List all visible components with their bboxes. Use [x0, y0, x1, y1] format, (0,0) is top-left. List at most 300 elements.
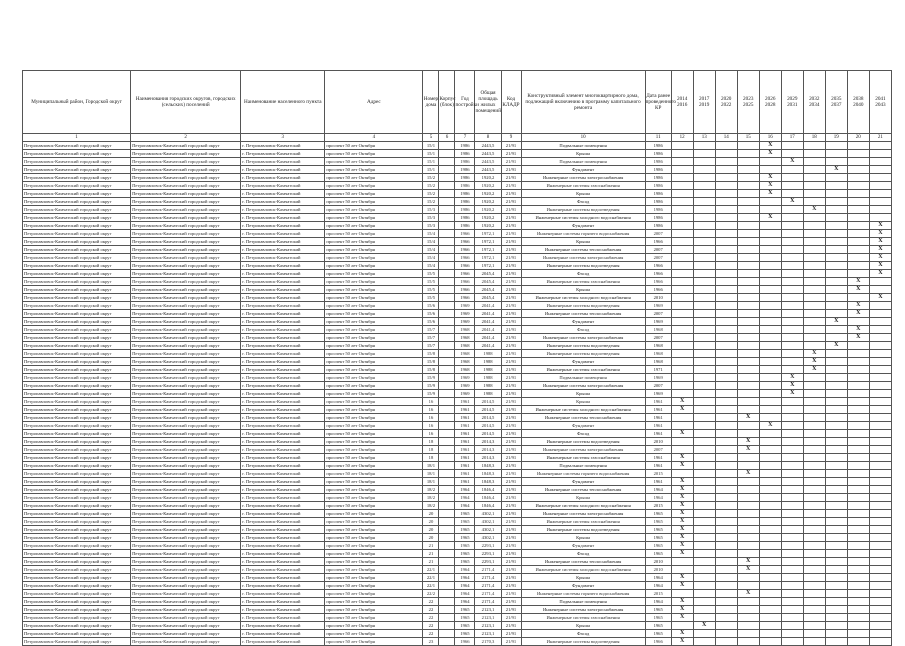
- house-cell: 18/2: [423, 486, 439, 494]
- works-cell: Инженерные системы теплоснабжения: [521, 558, 645, 566]
- locality-cell: г. Петропавловск-Камчатский: [241, 254, 325, 262]
- house-cell: 15/5: [423, 278, 439, 286]
- period-mark-cell: [781, 558, 803, 566]
- table-row: [23, 462, 892, 470]
- col-header-municipality: Муниципальный район, Городской округ: [23, 71, 131, 134]
- period-mark-cell: [671, 358, 693, 366]
- period-mark-cell: [693, 166, 715, 174]
- date-cell: 1965: [645, 622, 671, 630]
- period-mark-cell: [825, 638, 847, 646]
- period-mark-cell: X: [737, 558, 759, 566]
- period-mark-cell: [825, 190, 847, 198]
- address-cell: проспект 50 лет Октября: [325, 486, 423, 494]
- settlement-cell: Петропавловск-Камчатский городской округ: [131, 550, 241, 558]
- period-mark-cell: [671, 318, 693, 326]
- house-cell: 18: [423, 438, 439, 446]
- area-cell: 2045,4: [475, 278, 501, 286]
- period-mark-cell: [803, 486, 825, 494]
- house-cell: 15/7: [423, 326, 439, 334]
- municipality-cell: Петропавловск-Камчатский городской округ: [23, 398, 131, 406]
- period-mark-cell: [737, 462, 759, 470]
- period-mark-cell: [737, 190, 759, 198]
- date-cell: 1965: [645, 534, 671, 542]
- locality-cell: г. Петропавловск-Камчатский: [241, 478, 325, 486]
- period-mark-cell: [847, 526, 869, 534]
- period-mark-cell: X: [803, 358, 825, 366]
- period-mark-cell: [715, 390, 737, 398]
- area-cell: 1848,3: [475, 462, 501, 470]
- building-cell: [439, 446, 455, 454]
- period-mark-cell: [671, 214, 693, 222]
- period-mark-cell: X: [737, 438, 759, 446]
- period-mark-cell: [693, 438, 715, 446]
- building-cell: [439, 254, 455, 262]
- year-cell: 1986: [455, 198, 475, 206]
- period-mark-cell: [825, 286, 847, 294]
- col-header-settlement: Наименования городских округов, городских (сельских) поселений: [131, 71, 241, 134]
- period-mark-cell: [693, 478, 715, 486]
- table-row: [23, 246, 892, 254]
- period-mark-cell: [869, 158, 891, 166]
- period-mark-cell: [715, 518, 737, 526]
- header-row: [23, 71, 892, 134]
- period-mark-cell: [781, 166, 803, 174]
- period-mark-cell: [715, 550, 737, 558]
- period-mark-cell: [869, 558, 891, 566]
- period-mark-cell: [847, 390, 869, 398]
- period-mark-cell: [847, 270, 869, 278]
- period-mark-cell: [781, 238, 803, 246]
- period-mark-cell: [737, 638, 759, 646]
- date-cell: 1966: [645, 286, 671, 294]
- settlement-cell: Петропавловск-Камчатский городской округ: [131, 406, 241, 414]
- locality-cell: г. Петропавловск-Камчатский: [241, 510, 325, 518]
- period-mark-cell: [869, 278, 891, 286]
- period-mark-cell: [693, 598, 715, 606]
- settlement-cell: Петропавловск-Камчатский городской округ: [131, 454, 241, 462]
- period-mark-cell: [869, 182, 891, 190]
- area-cell: 2014,5: [475, 430, 501, 438]
- column-number: 7: [455, 134, 475, 142]
- period-mark-cell: [759, 294, 781, 302]
- period-mark-cell: [737, 582, 759, 590]
- settlement-cell: Петропавловск-Камчатский городской округ: [131, 582, 241, 590]
- column-number: 20: [847, 134, 869, 142]
- period-mark-cell: [759, 614, 781, 622]
- period-mark-cell: [715, 462, 737, 470]
- table-row: [23, 318, 892, 326]
- table-row: [23, 630, 892, 638]
- column-number: 6: [439, 134, 455, 142]
- period-mark-cell: X: [759, 214, 781, 222]
- period-mark-cell: [759, 534, 781, 542]
- building-cell: [439, 534, 455, 542]
- period-mark-cell: X: [671, 550, 693, 558]
- period-mark-cell: [693, 518, 715, 526]
- period-mark-cell: [671, 294, 693, 302]
- period-mark-cell: X: [737, 414, 759, 422]
- settlement-cell: Петропавловск-Камчатский городской округ: [131, 598, 241, 606]
- table-row: [23, 174, 892, 182]
- period-mark-cell: [825, 182, 847, 190]
- period-mark-cell: [671, 422, 693, 430]
- year-cell: 1986: [455, 182, 475, 190]
- period-mark-cell: [825, 430, 847, 438]
- works-cell: Крыша: [521, 574, 645, 582]
- period-mark-cell: [869, 486, 891, 494]
- period-mark-cell: [803, 278, 825, 286]
- house-cell: 15/7: [423, 342, 439, 350]
- kladr-cell: 21/91: [501, 350, 521, 358]
- house-cell: 15/3: [423, 214, 439, 222]
- building-cell: [439, 582, 455, 590]
- period-mark-cell: [759, 542, 781, 550]
- period-mark-cell: [869, 622, 891, 630]
- date-cell: 2010: [645, 566, 671, 574]
- period-mark-cell: [847, 438, 869, 446]
- settlement-cell: Петропавловск-Камчатский городской округ: [131, 262, 241, 270]
- locality-cell: г. Петропавловск-Камчатский: [241, 622, 325, 630]
- building-cell: [439, 262, 455, 270]
- address-cell: проспект 50 лет Октября: [325, 614, 423, 622]
- period-mark-cell: [693, 526, 715, 534]
- period-mark-cell: [715, 494, 737, 502]
- period-mark-cell: [847, 262, 869, 270]
- date-cell: 1964: [645, 494, 671, 502]
- address-cell: проспект 50 лет Октября: [325, 630, 423, 638]
- period-mark-cell: [715, 254, 737, 262]
- kladr-cell: 21/91: [501, 238, 521, 246]
- year-cell: 1961: [455, 470, 475, 478]
- period-mark-cell: X: [759, 190, 781, 198]
- period-mark-cell: [671, 326, 693, 334]
- area-cell: 2014,5: [475, 414, 501, 422]
- locality-cell: г. Петропавловск-Камчатский: [241, 574, 325, 582]
- municipality-cell: Петропавловск-Камчатский городской округ: [23, 454, 131, 462]
- period-mark-cell: [803, 318, 825, 326]
- date-cell: 1965: [645, 630, 671, 638]
- period-mark-cell: [759, 222, 781, 230]
- period-mark-cell: [715, 598, 737, 606]
- col-header-area: Общая площадь жилых помещений: [475, 71, 501, 134]
- period-mark-cell: [781, 318, 803, 326]
- period-mark-cell: [715, 222, 737, 230]
- date-cell: 2007: [645, 382, 671, 390]
- building-cell: [439, 462, 455, 470]
- period-mark-cell: [671, 190, 693, 198]
- period-mark-cell: [715, 334, 737, 342]
- period-mark-cell: [781, 222, 803, 230]
- address-cell: проспект 50 лет Октября: [325, 310, 423, 318]
- period-mark-cell: [847, 486, 869, 494]
- year-cell: 1961: [455, 414, 475, 422]
- period-mark-cell: [781, 214, 803, 222]
- house-cell: 15/7: [423, 334, 439, 342]
- period-mark-cell: [693, 638, 715, 646]
- period-mark-cell: [759, 230, 781, 238]
- locality-cell: г. Петропавловск-Камчатский: [241, 414, 325, 422]
- locality-cell: г. Петропавловск-Камчатский: [241, 558, 325, 566]
- period-mark-cell: X: [869, 254, 891, 262]
- area-cell: 2171,4: [475, 598, 501, 606]
- kladr-cell: 21/91: [501, 158, 521, 166]
- locality-cell: г. Петропавловск-Камчатский: [241, 310, 325, 318]
- area-cell: 2041,4: [475, 318, 501, 326]
- period-mark-cell: [847, 166, 869, 174]
- address-cell: проспект 50 лет Октября: [325, 198, 423, 206]
- building-cell: [439, 174, 455, 182]
- period-mark-cell: [869, 326, 891, 334]
- building-cell: [439, 614, 455, 622]
- kladr-cell: 21/91: [501, 574, 521, 582]
- column-number: 2: [131, 134, 241, 142]
- building-cell: [439, 246, 455, 254]
- period-mark-cell: [693, 158, 715, 166]
- address-cell: проспект 50 лет Октября: [325, 622, 423, 630]
- period-mark-cell: [847, 478, 869, 486]
- period-mark-cell: [737, 534, 759, 542]
- area-cell: 2123,1: [475, 622, 501, 630]
- period-mark-cell: [803, 630, 825, 638]
- date-cell: 1961: [645, 462, 671, 470]
- building-cell: [439, 302, 455, 310]
- table-row: [23, 422, 892, 430]
- period-mark-cell: [759, 574, 781, 582]
- kladr-cell: 21/91: [501, 438, 521, 446]
- kladr-cell: 21/91: [501, 214, 521, 222]
- period-mark-cell: [737, 166, 759, 174]
- period-mark-cell: [671, 622, 693, 630]
- municipality-cell: Петропавловск-Камчатский городской округ: [23, 382, 131, 390]
- building-cell: [439, 222, 455, 230]
- municipality-cell: Петропавловск-Камчатский городской округ: [23, 470, 131, 478]
- house-cell: 15/5: [423, 294, 439, 302]
- area-cell: 2014,3: [475, 454, 501, 462]
- table-row: [23, 390, 892, 398]
- period-mark-cell: X: [671, 542, 693, 550]
- period-mark-cell: X: [825, 166, 847, 174]
- period-mark-cell: [847, 454, 869, 462]
- period-mark-cell: [803, 270, 825, 278]
- period-mark-cell: [715, 238, 737, 246]
- period-mark-cell: [737, 382, 759, 390]
- date-cell: 1986: [645, 150, 671, 158]
- period-mark-cell: [693, 390, 715, 398]
- kladr-cell: 21/91: [501, 422, 521, 430]
- house-cell: 20: [423, 526, 439, 534]
- year-cell: 1965: [455, 542, 475, 550]
- year-cell: 1961: [455, 430, 475, 438]
- table-row: [23, 326, 892, 334]
- period-mark-cell: [803, 302, 825, 310]
- locality-cell: г. Петропавловск-Камчатский: [241, 142, 325, 150]
- locality-cell: г. Петропавловск-Камчатский: [241, 518, 325, 526]
- period-mark-cell: [825, 246, 847, 254]
- year-cell: 1986: [455, 190, 475, 198]
- period-mark-cell: [671, 302, 693, 310]
- period-mark-cell: [759, 238, 781, 246]
- table-row: [23, 502, 892, 510]
- period-mark-cell: [759, 286, 781, 294]
- locality-cell: г. Петропавловск-Камчатский: [241, 150, 325, 158]
- settlement-cell: Петропавловск-Камчатский городской округ: [131, 366, 241, 374]
- period-mark-cell: [825, 374, 847, 382]
- period-mark-cell: [781, 262, 803, 270]
- period-mark-cell: [737, 150, 759, 158]
- date-cell: 1961: [645, 414, 671, 422]
- period-mark-cell: [825, 222, 847, 230]
- date-cell: 2010: [645, 558, 671, 566]
- period-mark-cell: [869, 142, 891, 150]
- period-mark-cell: [825, 494, 847, 502]
- address-cell: проспект 50 лет Октября: [325, 230, 423, 238]
- period-mark-cell: [803, 550, 825, 558]
- municipality-cell: Петропавловск-Камчатский городской округ: [23, 174, 131, 182]
- period-mark-cell: [693, 398, 715, 406]
- date-cell: 1969: [645, 390, 671, 398]
- locality-cell: г. Петропавловск-Камчатский: [241, 334, 325, 342]
- table-row: [23, 374, 892, 382]
- period-mark-cell: [825, 486, 847, 494]
- house-cell: 15/3: [423, 206, 439, 214]
- locality-cell: г. Петропавловск-Камчатский: [241, 606, 325, 614]
- house-cell: 23: [423, 638, 439, 646]
- building-cell: [439, 558, 455, 566]
- year-cell: 1986: [455, 174, 475, 182]
- period-mark-cell: [737, 326, 759, 334]
- period-mark-cell: [869, 318, 891, 326]
- works-cell: Инженерные системы водоотведения: [521, 438, 645, 446]
- period-mark-cell: [693, 422, 715, 430]
- col-header-period: 2041 2043: [869, 71, 891, 134]
- works-cell: Инженерные системы теплоснабжения: [521, 486, 645, 494]
- house-cell: 18/1: [423, 462, 439, 470]
- period-mark-cell: [693, 302, 715, 310]
- period-mark-cell: X: [847, 302, 869, 310]
- period-mark-cell: [759, 526, 781, 534]
- period-mark-cell: [869, 526, 891, 534]
- area-cell: 2041,4: [475, 326, 501, 334]
- locality-cell: г. Петропавловск-Камчатский: [241, 526, 325, 534]
- period-mark-cell: [759, 382, 781, 390]
- area-cell: 2171,4: [475, 582, 501, 590]
- period-mark-cell: X: [869, 270, 891, 278]
- period-mark-cell: [737, 630, 759, 638]
- period-mark-cell: [781, 430, 803, 438]
- period-mark-cell: [847, 182, 869, 190]
- building-cell: [439, 518, 455, 526]
- period-mark-cell: [781, 502, 803, 510]
- house-cell: 15/6: [423, 318, 439, 326]
- period-mark-cell: [759, 518, 781, 526]
- period-mark-cell: [781, 230, 803, 238]
- house-cell: 15/4: [423, 254, 439, 262]
- settlement-cell: Петропавловск-Камчатский городской округ: [131, 502, 241, 510]
- period-mark-cell: [825, 630, 847, 638]
- period-mark-cell: [781, 526, 803, 534]
- area-cell: 4302,1: [475, 526, 501, 534]
- period-mark-cell: [693, 150, 715, 158]
- column-number: 21: [869, 134, 891, 142]
- kladr-cell: 21/91: [501, 382, 521, 390]
- period-mark-cell: [825, 582, 847, 590]
- kladr-cell: 21/91: [501, 430, 521, 438]
- period-mark-cell: [847, 246, 869, 254]
- col-header-period: 2032 2034: [803, 71, 825, 134]
- building-cell: [439, 510, 455, 518]
- area-cell: 1846,4: [475, 502, 501, 510]
- settlement-cell: Петропавловск-Камчатский городской округ: [131, 294, 241, 302]
- period-mark-cell: X: [759, 182, 781, 190]
- area-cell: 1972,1: [475, 254, 501, 262]
- period-mark-cell: [825, 542, 847, 550]
- table-row: [23, 470, 892, 478]
- period-mark-cell: [803, 494, 825, 502]
- period-mark-cell: [715, 198, 737, 206]
- works-cell: Инженерные системы холодного водоснабжения: [521, 214, 645, 222]
- table-row: [23, 198, 892, 206]
- year-cell: 1986: [455, 150, 475, 158]
- period-mark-cell: [759, 254, 781, 262]
- house-cell: 22: [423, 614, 439, 622]
- period-mark-cell: [671, 374, 693, 382]
- period-mark-cell: [803, 414, 825, 422]
- period-mark-cell: [693, 574, 715, 582]
- building-cell: [439, 422, 455, 430]
- period-mark-cell: [693, 326, 715, 334]
- period-mark-cell: [803, 566, 825, 574]
- works-cell: Инженерные системы электроснабжения: [521, 174, 645, 182]
- period-mark-cell: [671, 342, 693, 350]
- address-cell: проспект 50 лет Октября: [325, 158, 423, 166]
- period-mark-cell: [671, 590, 693, 598]
- period-mark-cell: [759, 350, 781, 358]
- period-mark-cell: [781, 534, 803, 542]
- period-mark-cell: X: [671, 582, 693, 590]
- settlement-cell: Петропавловск-Камчатский городской округ: [131, 374, 241, 382]
- period-mark-cell: [825, 150, 847, 158]
- kladr-cell: 21/91: [501, 174, 521, 182]
- period-mark-cell: [715, 470, 737, 478]
- period-mark-cell: [693, 534, 715, 542]
- period-mark-cell: [715, 206, 737, 214]
- table-row: [23, 310, 892, 318]
- period-mark-cell: [781, 294, 803, 302]
- table-row: [23, 350, 892, 358]
- period-mark-cell: X: [671, 454, 693, 462]
- year-cell: 1968: [455, 342, 475, 350]
- period-mark-cell: [781, 510, 803, 518]
- period-mark-cell: [693, 294, 715, 302]
- period-mark-cell: [715, 422, 737, 430]
- house-cell: 22/1: [423, 566, 439, 574]
- period-mark-cell: [825, 526, 847, 534]
- period-mark-cell: [781, 174, 803, 182]
- period-mark-cell: [737, 358, 759, 366]
- table-row: [23, 598, 892, 606]
- period-mark-cell: [781, 598, 803, 606]
- kladr-cell: 21/91: [501, 294, 521, 302]
- period-mark-cell: [803, 558, 825, 566]
- house-cell: 15/1: [423, 158, 439, 166]
- municipality-cell: Петропавловск-Камчатский городской округ: [23, 582, 131, 590]
- period-mark-cell: [803, 502, 825, 510]
- municipality-cell: Петропавловск-Камчатский городской округ: [23, 542, 131, 550]
- period-mark-cell: [847, 566, 869, 574]
- column-number: 18: [803, 134, 825, 142]
- period-mark-cell: [803, 294, 825, 302]
- period-mark-cell: [759, 622, 781, 630]
